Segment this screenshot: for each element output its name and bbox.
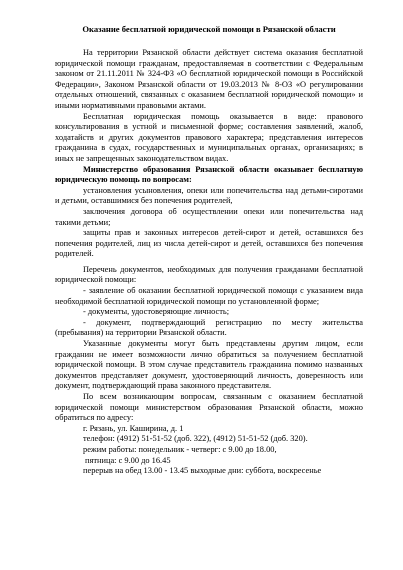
paragraph-legal-basis: На территории Рязанской области действует система оказания бесплатной юридической помощи гражданам, предоставляемая в соответствии с Федеральным законом от 21.11.2011 № 324-ФЗ «О бесплатной юридической помощи в Российской Федерации», Законом Рязанской области от 19.03.2013 № 8-ОЗ «О регулировании отдельных отношений, связанных с оказанием бесплатной юридической помощи» и иными нормативными правовыми актами. — [55, 48, 363, 110]
document-item: - документы, удостоверяющие личность; — [83, 307, 230, 317]
list-item: заключения договора об осуществлении опеки или попечительства над такими детьми; — [55, 206, 363, 227]
paragraph-contact-intro: По всем возникающим вопросам, связанным с оказанием бесплатной юридической помощи министерством образования Рязанской области, можно обратиться по адресу: — [55, 392, 363, 423]
document-item: - заявление об оказании бесплатной юридической помощи с указанием вида необходимой бесплатной юридической помощи по установленной форме; — [55, 286, 363, 306]
document-title: Оказание бесплатной юридической помощи в Рязанской области — [82, 24, 336, 34]
contact-break: перерыв на обед 13.00 - 13.45 выходные дни: суббота, воскресенье — [83, 466, 322, 476]
contact-phone: телефон: (4912) 51-51-52 (доб. 322), (4912) 51-51-52 (доб. 320). — [83, 434, 308, 444]
list-item: установления усыновления, опеки или попечительства над детьми-сиротами и детьми, оставшимися без попечения родителей, — [55, 185, 363, 206]
contact-hours-weekdays: режим работы: понедельник - четверг: с 9.00 до 18.00, — [83, 444, 277, 454]
paragraph-documents-intro: Перечень документов, необходимых для получения гражданами бесплатной юридической помощи: — [55, 264, 363, 285]
contact-address: г. Рязань, ул. Каширина, д. 1 — [83, 423, 184, 433]
contact-hours-friday: пятница: с 9.00 до 16.45 — [85, 455, 171, 465]
paragraph-representative: Указанные документы могут быть представлены другим лицом, если гражданин не имеет возможности лично обратиться за получением бесплатной юридической помощи. В этом случае представитель гражданина помимо названных документов представляет документ, удостоверяющий личность, доверенность или документ, подтверждающий права законного представителя. — [55, 339, 363, 391]
paragraph-help-types: Бесплатная юридическая помощь оказывается в виде: правового консультирования в устной и письменной форме; составления заявлений, жалоб, ходатайств и других документов правового характера; представления интересов гражданина в судах, государственных и муниципальных органах, организациях; в иных не запрещенных законодательством видах. — [55, 111, 363, 163]
list-item: защиты прав и законных интересов детей-сирот и детей, оставшихся без попечения родителей, лиц из числа детей-сирот и детей, оставшихся без попечения родителей. — [55, 228, 363, 259]
bold-heading: Министерство образования Рязанской области оказывает бесплатную юридическую помощь по вопросам: — [55, 164, 363, 185]
document-item: - документ, подтверждающий регистрацию по месту жительства (пребывания) на территории Рязанской области. — [55, 317, 363, 338]
